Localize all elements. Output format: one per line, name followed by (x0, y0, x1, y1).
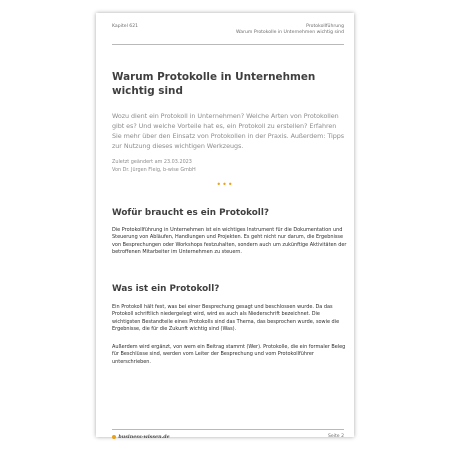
section-heading: Wofür braucht es ein Protokoll? (112, 208, 269, 218)
header-divider (112, 44, 344, 45)
section-separator: ••• (216, 180, 234, 189)
article-lead: Wozu dient ein Protokoll in Unternehmen? Welche Arten von Protokollen gibt es? Und welche Vorteile hat es, ein Protokoll zu erstellen? Erfahren Sie mehr über den Einsatz von Protokollen in der Praxis. Außerdem: Tipps zur Nutzung dieses wichtigen Werkzeugs. (112, 112, 345, 150)
header-chapter: Kapitel 621 (112, 24, 139, 29)
page-number: Seite 2 (327, 434, 344, 439)
author-line: Von Dr. Jürgen Fleig, b-wise GmbH (112, 166, 196, 173)
header-right (236, 24, 344, 36)
logo-text: business-wissen.de (118, 434, 170, 440)
document-page (96, 13, 354, 440)
header-section: Protokollführung (306, 24, 344, 29)
section-heading: Was ist ein Protokoll? (112, 284, 220, 294)
header-subtitle: Warum Protokolle in Unternehmen wichtig sind (236, 30, 344, 35)
brand-logo (112, 433, 170, 441)
section-paragraph: Außerdem wird ergänzt, von wem ein Beitrag stammt (Wer). Protokolle, die ein formaler Beleg für Beschlüsse sind, werden vom Leiter der Besprechung und vom Protokollführer unterschrieben. (112, 344, 346, 365)
article-meta (112, 159, 196, 174)
section-paragraph: Die Protokollführung in Unternehmen ist ein wichtiges Instrument für die Dokumentation und Steuerung von Abläufen, Handlungen und Projekten. Es geht nicht nur darum, die Ergebnisse von Besprechungen oder Workshops festzuhalten, sondern auch um zukünftige Aktivitäten der betroffenen Mitarbeiter im Unternehmen zu steuern. (112, 227, 347, 256)
footer-divider (112, 429, 344, 430)
article-title: Warum Protokolle in Unternehmen wichtig sind (112, 71, 316, 97)
logo-dot-icon (112, 435, 116, 439)
section-paragraph: Ein Protokoll hält fest, was bei einer Besprechung gesagt und beschlossen wurde. Da das Protokoll schriftlich niedergelegt wird, wird es auch als Niederschrift bezeichnet. Die wichtigsten Bestandteile eines Protokolls sind das Thema, das besprochen wurde, sowie die Ergebnisse, die für die Zukunft wichtig sind (Was). (112, 304, 340, 333)
updated-date: Zuletzt geändert am 23.03.2023 (112, 159, 192, 165)
